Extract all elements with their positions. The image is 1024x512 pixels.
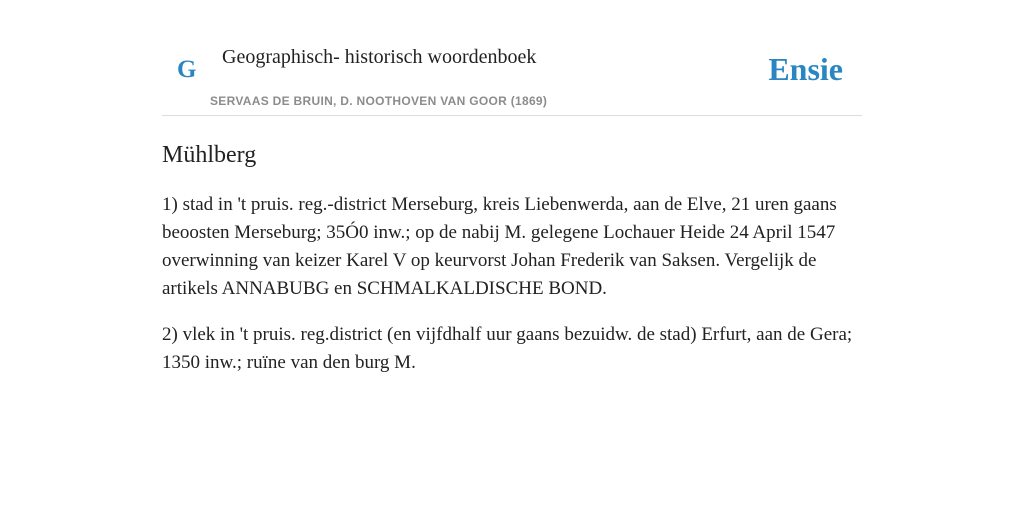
dictionary-header — [162, 0, 862, 116]
entry-definitions — [162, 191, 862, 377]
page-content — [162, 0, 862, 395]
definition-paragraph: 2) vlek in 't pruis. reg.district (en vijfdhalf uur gaans bezuidw. de stad) Erfurt, aan de Gera; 1350 inw.; ruïne van den burg M. — [162, 324, 853, 373]
dictionary-authors: SERVAAS DE BRUIN, D. NOOTHOVEN VAN GOOR (1869) — [210, 94, 548, 108]
letter-index-link[interactable]: G — [177, 56, 197, 83]
ensie-logo-link[interactable]: Ensie — [768, 51, 843, 87]
definition-paragraph: 1) stad in 't pruis. reg.-district Merseburg, kreis Liebenwerda, aan de Elve, 21 uren gaans beoosten Merseburg; 35Ó0 inw.; op de nabij M. gelegene Lochauer Heide 24 April 1547 overwinning van keizer Karel V op keurvorst Johan Frederik van Saksen. Vergelijk de artikels ANNABUBG en SCHMALKALDISCHE BOND. — [162, 194, 837, 299]
entry-title: Mühlberg — [162, 142, 257, 168]
dictionary-title[interactable]: Geographisch- historisch woordenboek — [222, 46, 537, 68]
